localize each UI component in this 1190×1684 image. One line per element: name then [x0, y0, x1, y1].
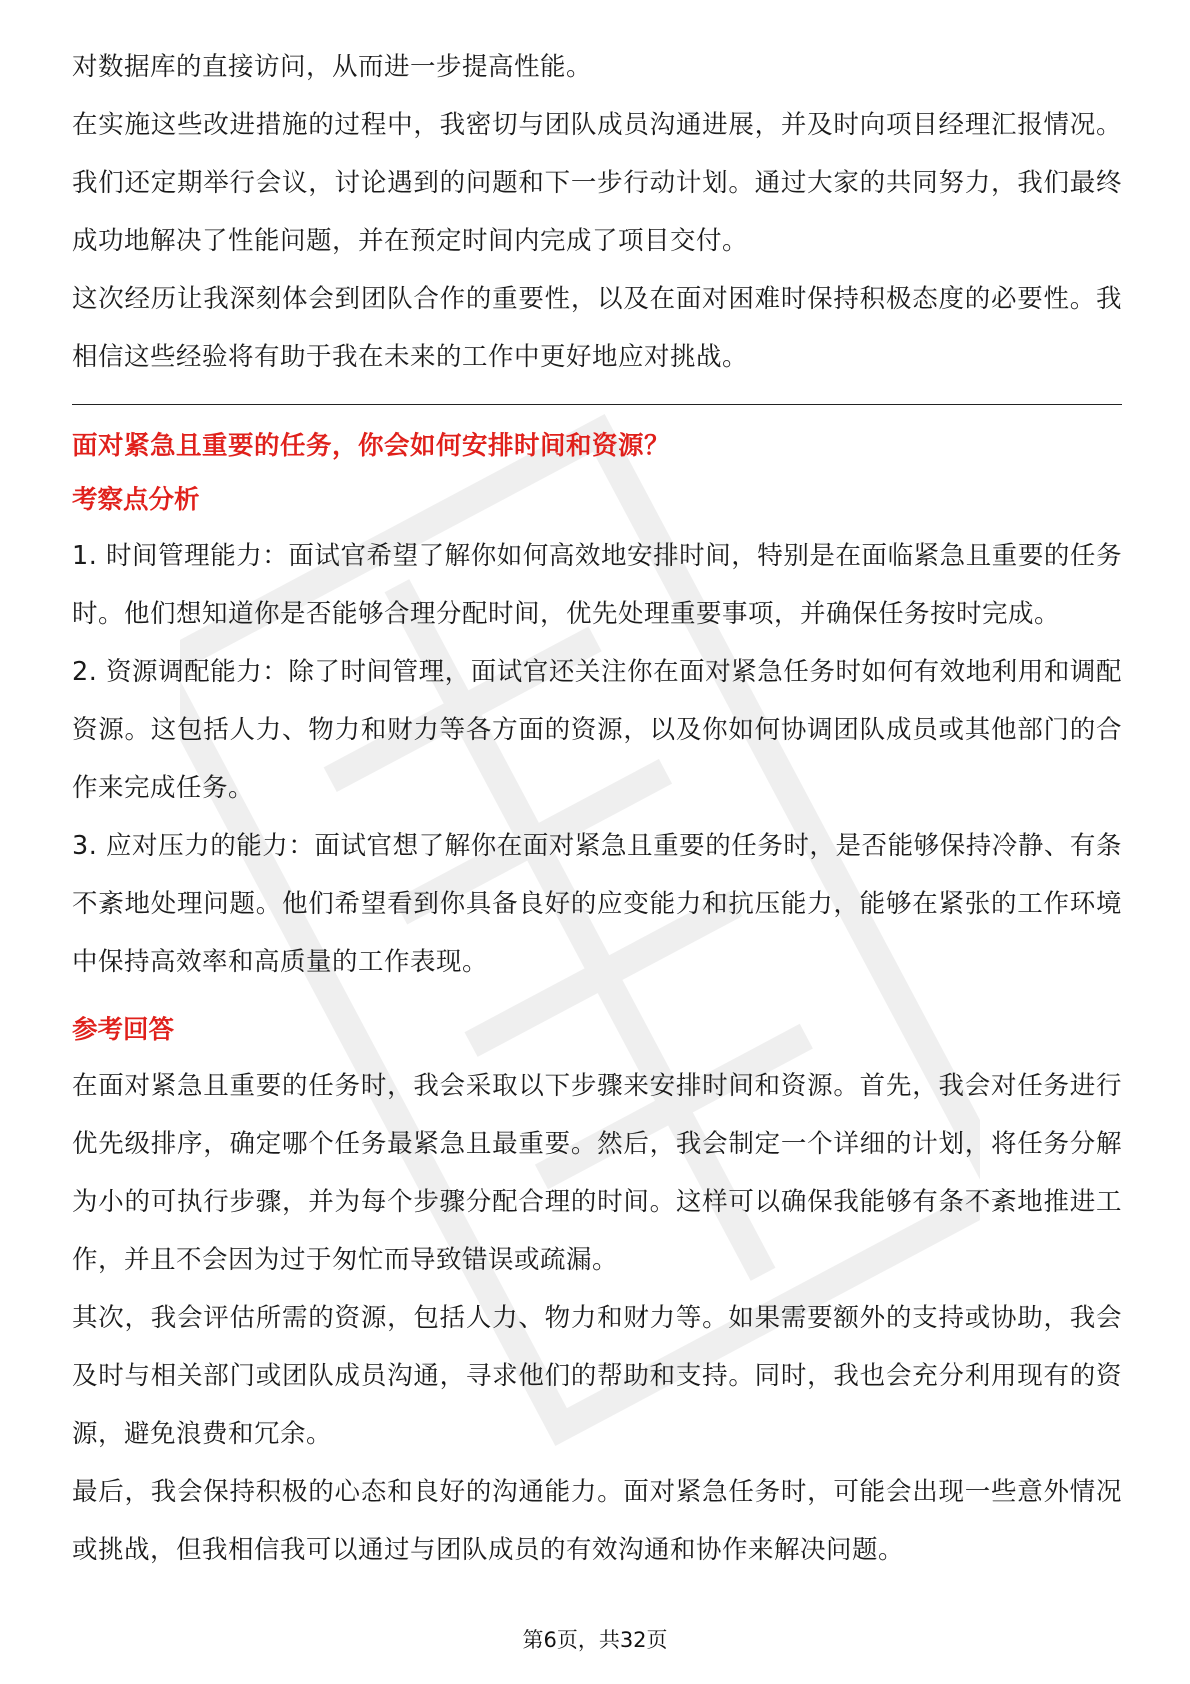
answer-heading: 参考回答	[72, 1015, 175, 1045]
answer-paragraph-3: 最后，我会保持积极的心态和良好的沟通能力。面对紧急任务时，可能会出现一些意外情况或挑战，但我相信我可以通过与团队成员的有效沟通和协作来解决问题。	[72, 1477, 1122, 1565]
intro-paragraph-2: 在实施这些改进措施的过程中，我密切与团队成员沟通进展，并及时向项目经理汇报情况。我们还定期举行会议，讨论遇到的问题和下一步行动计划。通过大家的共同努力，我们最终成功地解决了性能问题，并在预定时间内完成了项目交付。	[72, 110, 1122, 256]
answer-paragraph-1: 在面对紧急且重要的任务时，我会采取以下步骤来安排时间和资源。首先，我会对任务进行优先级排序，确定哪个任务最紧急且最重要。然后，我会制定一个详细的计划，将任务分解为小的可执行步骤，并为每个步骤分配合理的时间。这样可以确保我能够有条不紊地推进工作，并且不会因为过于匆忙而导致错误或疏漏。	[72, 1071, 1122, 1275]
analysis-item-2: 2. 资源调配能力：除了时间管理，面试官还关注你在面对紧急任务时如何有效地利用和调配资源。这包括人力、物力和财力等各方面的资源，以及你如何协调团队成员或其他部门的合作来完成任务。	[72, 657, 1122, 803]
section-divider	[72, 404, 1122, 405]
intro-paragraph-1: 对数据库的直接访问，从而进一步提高性能。	[72, 52, 593, 82]
analysis-item-3: 3. 应对压力的能力：面试官想了解你在面对紧急且重要的任务时，是否能够保持冷静、有条不紊地处理问题。他们希望看到你具备良好的应变能力和抗压能力，能够在紧张的工作环境中保持高效率和高质量的工作表现。	[72, 831, 1122, 977]
analysis-item-1: 1. 时间管理能力：面试官希望了解你如何高效地安排时间，特别是在面临紧急且重要的任务时。他们想知道你是否能够合理分配时间，优先处理重要事项，并确保任务按时完成。	[72, 541, 1122, 629]
intro-paragraph-3: 这次经历让我深刻体会到团队合作的重要性，以及在面对困难时保持积极态度的必要性。我相信这些经验将有助于我在未来的工作中更好地应对挑战。	[72, 284, 1122, 372]
section-gap	[72, 991, 1122, 1003]
analysis-heading: 考察点分析	[72, 485, 200, 515]
page-footer: 第6页，共32页	[522, 1628, 668, 1652]
answer-paragraph-2: 其次，我会评估所需的资源，包括人力、物力和财力等。如果需要额外的支持或协助，我会及时与相关部门或团队成员沟通，寻求他们的帮助和支持。同时，我也会充分利用现有的资源，避免浪费和冗余。	[72, 1303, 1122, 1449]
document-page	[72, 38, 1122, 1579]
question-title: 面对紧急且重要的任务，你会如何安排时间和资源？	[72, 431, 671, 461]
